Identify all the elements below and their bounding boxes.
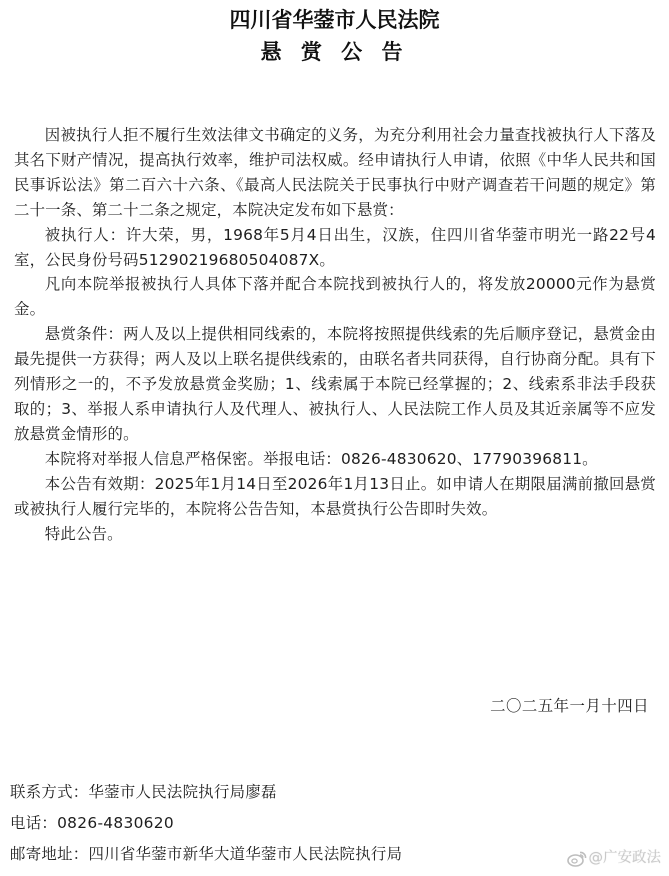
paragraph-conditions: 悬赏条件：两人及以上提供相同线索的，本院将按照提供线索的先后顺序登记，悬赏金由最先提供一方获得；两人及以上联名提供线索的，由联名者共同获得，自行协商分配。具有下列情形之一的，不予发放悬赏金奖励；1、线索属于本院已经掌握的；2、线索系非法手段获取的；3、举报人系申请执行人及代理人、被执行人、人民法院工作人员及其近亲属等不应发放悬赏金情形的。 <box>14 325 656 443</box>
paragraph-intro: 因被执行人拒不履行生效法律文书确定的义务，为充分利用社会力量查找被执行人下落及其名下财产情况，提高执行效率，维护司法权威。经申请执行人申请，依照《中华人民共和国民事诉讼法》第二百六十六条、《最高人民法院关于民事执行中财产调查若干问题的规定》第二十一条、第二十二条之规定，本院决定发布如下悬赏： <box>14 126 656 219</box>
contact-address: 邮寄地址：四川省华蓥市新华大道华蓥市人民法院执行局 <box>10 845 403 863</box>
announcement-body <box>14 123 656 546</box>
weibo-icon <box>567 850 587 867</box>
paragraph-closing: 特此公告。 <box>44 524 123 543</box>
document-title: 悬 赏 公 告 <box>260 40 409 64</box>
paragraph-confidentiality: 本院将对举报人信息严格保密。举报电话：0826-4830620、17790396811。 <box>44 449 598 468</box>
paragraph-defendant: 被执行人：许大荣，男，1968年5月4日出生，汉族，住四川省华蓥市明光一路22号4室，公民身份号码51290219680504087X。 <box>14 225 656 269</box>
paragraph-reward: 凡向本院举报被执行人具体下落并配合本院找到被执行人的，将发放20000元作为悬赏金。 <box>14 275 656 319</box>
announcement-date: 二〇二五年一月十四日 <box>490 697 649 715</box>
contact-method: 联系方式：华蓥市人民法院执行局廖磊 <box>10 783 277 801</box>
paragraph-validity: 本公告有效期：2025年1月14日至2026年1月13日止。如申请人在期限届满前撤回悬赏或被执行人履行完毕的，本院将公告告知，本悬赏执行公告即时失效。 <box>14 474 656 518</box>
watermark <box>567 848 662 868</box>
court-name: 四川省华蓥市人民法院 <box>229 8 440 32</box>
contact-phone: 电话：0826-4830620 <box>10 814 174 832</box>
watermark-text: @广安政法 <box>588 850 661 866</box>
